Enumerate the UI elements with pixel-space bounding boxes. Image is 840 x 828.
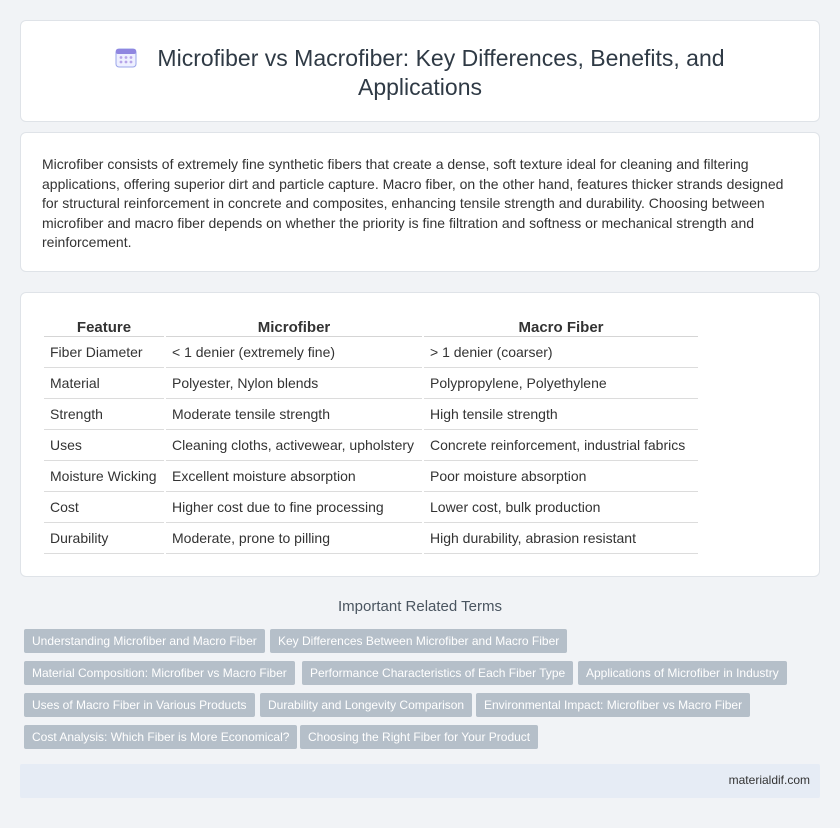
cell-feature: Strength: [44, 399, 164, 430]
cell-microfiber: Moderate, prone to pilling: [166, 523, 422, 554]
cell-feature: Fiber Diameter: [44, 337, 164, 368]
related-tag[interactable]: Environmental Impact: Microfiber vs Macro Fiber: [476, 693, 750, 717]
cell-macrofiber: Poor moisture absorption: [424, 461, 698, 492]
related-tag[interactable]: Applications of Microfiber in Industry: [578, 661, 787, 685]
intro-card: [20, 132, 820, 272]
cell-macrofiber: Polypropylene, Polyethylene: [424, 368, 698, 399]
table-row: [44, 492, 698, 523]
table-row: [44, 337, 698, 368]
cell-macrofiber: Concrete reinforcement, industrial fabrics: [424, 430, 698, 461]
cell-macrofiber: High durability, abrasion resistant: [424, 523, 698, 554]
cell-microfiber: Higher cost due to fine processing: [166, 492, 422, 523]
table-row: [44, 523, 698, 554]
related-tag[interactable]: Key Differences Between Microfiber and Macro Fiber: [270, 629, 567, 653]
title-card: [20, 20, 820, 122]
related-tag[interactable]: Understanding Microfiber and Macro Fiber: [24, 629, 265, 653]
cell-microfiber: Excellent moisture absorption: [166, 461, 422, 492]
related-tag[interactable]: Uses of Macro Fiber in Various Products: [24, 693, 255, 717]
intro-paragraph: Microfiber consists of extremely fine synthetic fibers that create a dense, soft texture ideal for cleaning and filtering applications, offering superior dirt and particle capture. Macro fiber, on the other hand, features thicker strands designed for structural reinforcement in concrete and composites, enhancing tensile strength and durability. Choosing between microfiber and macro fiber depends on whether the priority is fine filtration and softness or mechanical strength and reinforcement.: [42, 156, 784, 251]
page-title-wrap: [21, 44, 819, 102]
page-title: Microfiber vs Macrofiber: Key Differences, Benefits, and Applications: [157, 45, 725, 100]
related-tag[interactable]: Choosing the Right Fiber for Your Product: [300, 725, 538, 749]
related-tag[interactable]: Cost Analysis: Which Fiber is More Economical?: [24, 725, 297, 749]
comparison-card: [20, 292, 820, 577]
related-tag[interactable]: Performance Characteristics of Each Fiber Type: [302, 661, 573, 685]
cell-microfiber: < 1 denier (extremely fine): [166, 337, 422, 368]
table-row: [44, 368, 698, 399]
related-tag[interactable]: Durability and Longevity Comparison: [260, 693, 472, 717]
cell-feature: Material: [44, 368, 164, 399]
cell-microfiber: Cleaning cloths, activewear, upholstery: [166, 430, 422, 461]
related-tag[interactable]: Material Composition: Microfiber vs Macro Fiber: [24, 661, 295, 685]
cell-macrofiber: > 1 denier (coarser): [424, 337, 698, 368]
footer-site[interactable]: materialdif.com: [728, 773, 810, 787]
table-row: [44, 399, 698, 430]
cell-feature: Moisture Wicking: [44, 461, 164, 492]
table-row: [44, 461, 698, 492]
cell-feature: Cost: [44, 492, 164, 523]
table-header-row: [44, 315, 698, 337]
cell-feature: Durability: [44, 523, 164, 554]
header-microfiber: Microfiber: [166, 315, 422, 337]
header-macrofiber: Macro Fiber: [424, 315, 698, 337]
cell-feature: Uses: [44, 430, 164, 461]
header-feature: Feature: [44, 315, 164, 337]
comparison-table: [42, 315, 700, 554]
cell-microfiber: Moderate tensile strength: [166, 399, 422, 430]
table-row: [44, 430, 698, 461]
footer: [20, 764, 820, 798]
cell-microfiber: Polyester, Nylon blends: [166, 368, 422, 399]
cell-macrofiber: High tensile strength: [424, 399, 698, 430]
calendar-icon: [115, 46, 137, 68]
cell-macrofiber: Lower cost, bulk production: [424, 492, 698, 523]
related-terms-heading: Important Related Terms: [338, 598, 502, 615]
